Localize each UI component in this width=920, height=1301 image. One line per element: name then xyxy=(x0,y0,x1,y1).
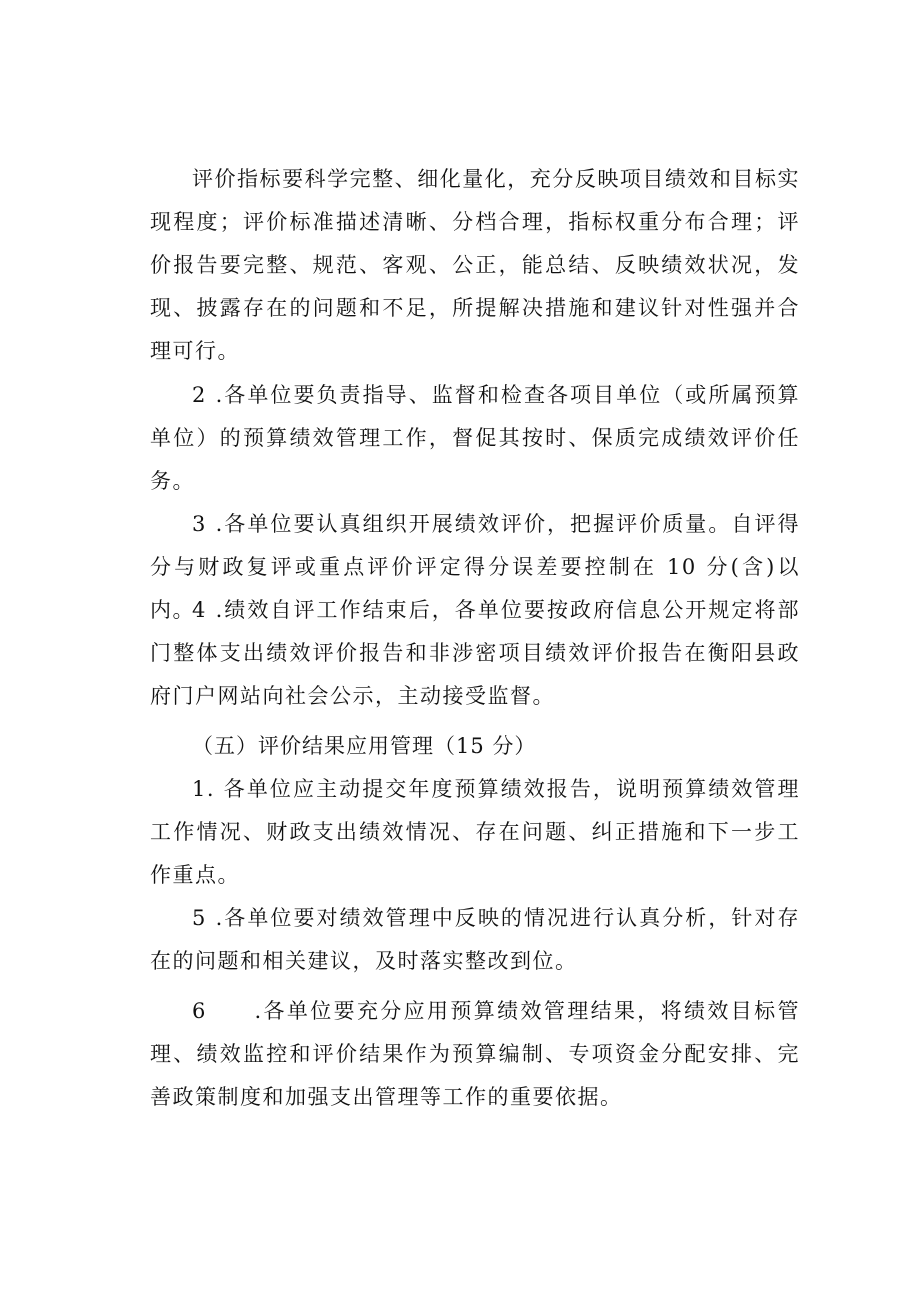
paragraph-item-1-results: 1. 各单位应主动提交年度预算绩效报告，说明预算绩效管理工作情况、财政支出绩效情况、存在问题、纠正措施和下一步工作重点。 xyxy=(150,777,800,887)
paragraph-item-2: 2 .各单位要负责指导、监督和检查各项目单位（或所属预算单位）的预算绩效管理工作，督促其按时、保质完成绩效评价任务。 xyxy=(150,383,800,493)
paragraph-item-4: 4 .绩效自评工作结束后，各单位要按政府信息公开规定将部门整体支出绩效评价报告和非涉密项目绩效评价报告在衡阳县政府门户网站向社会公示，主动接受监督。 xyxy=(150,598,800,708)
paragraph-item-5: 5 .各单位要对绩效管理中反映的情况进行认真分析，针对存在的问题和相关建议，及时落实整改到位。 xyxy=(150,906,800,973)
paragraph-item-3: 3 .各单位要认真组织开展绩效评价，把握评价质量。自评得分与财政复评或重点评价评定得分误差要控制在 10 分(含)以内。 xyxy=(150,512,800,622)
paragraph-evaluation-criteria: 评价指标要科学完整、细化量化，充分反映项目绩效和目标实现程度；评价标准描述清晰、分档合理，指标权重分布合理；评价报告要完整、规范、客观、公正，能总结、反映绩效状况，发现、披露存在的问题和不足，所提解决措施和建议针对性强并合理可行。 xyxy=(150,167,800,363)
paragraph-item-6: 6 .各单位要充分应用预算绩效管理结果，将绩效目标管理、绩效监控和评价结果作为预算编制、专项资金分配安排、完善政策制度和加强支出管理等工作的重要依据。 xyxy=(150,999,800,1109)
section-heading: （五）评价结果应用管理（15 分） xyxy=(192,734,537,758)
